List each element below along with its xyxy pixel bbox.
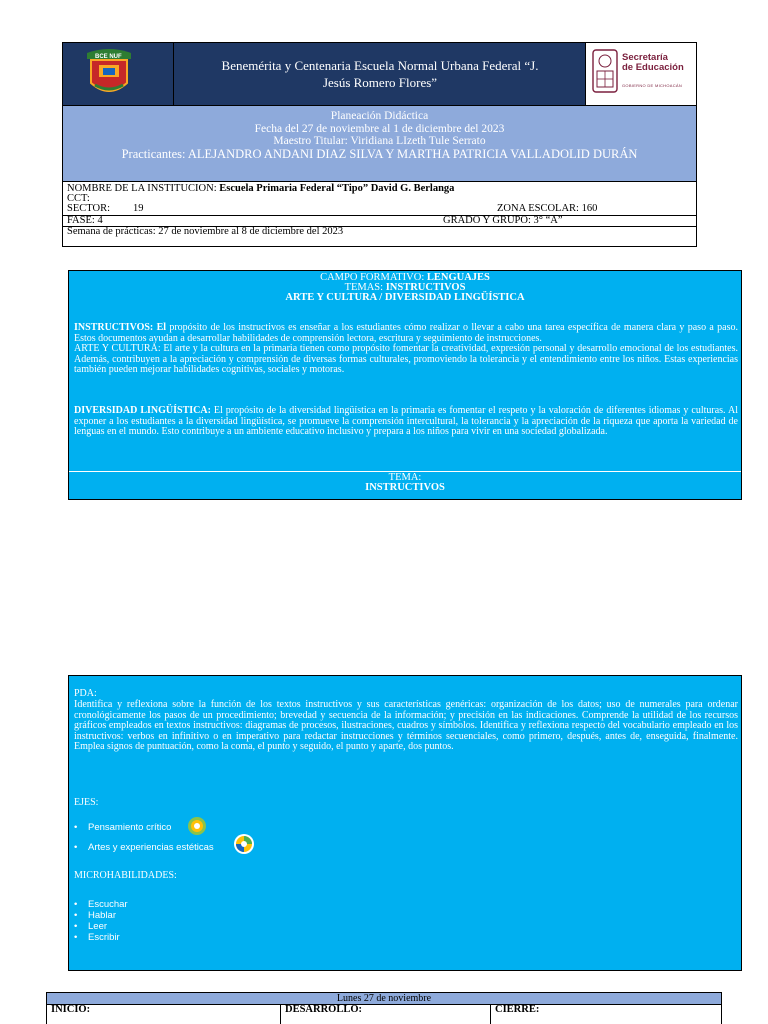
sector-row [63,204,696,214]
planeacion-info [63,105,696,181]
fase-label: FASE: 4 [67,215,103,226]
micro-item: • Escuchar [74,899,128,910]
plan-practicantes: Practicantes: ALEJANDRO ANDANI DIAZ SILVA Y MARTHA PATRICIA VALLADOLID DURÁN [121,146,638,161]
instructivos-paragraph: INSTRUCTIVOS: El propósito de los instructivos es enseñar a los estudiantes cómo realizar o llevar a cabo una tarea específica de manera clara y paso a paso. Estos documentos ayudan a desarrollar habilidades de comprensión lectora, escritura y seguimiento de instrucciones. ARTE Y CULTURA: El arte y la cultura en la primaria tienen como propósito fomentar la creatividad, expresión personal y desarrollo emocional de los estudiantes. Además, contribuyen a la apreciación y comprensión de diversas formas culturales, promoviendo la tolerancia y el entendimiento entre los niños. Estas experiencias también pueden mejorar habilidades cognitivas, sociales y motoras. [74,322,738,375]
microhabilidades-label: MICROHABILIDADES: [74,870,177,881]
micro-item: • Leer [74,921,108,932]
micro-item: • Hablar [74,910,116,921]
tema-value: INSTRUCTIVOS [365,482,445,493]
campo-line2: TEMAS: INSTRUCTIVOS [344,282,466,293]
arte-paragraph: ARTE Y CULTURA: El arte y la cultura en la primaria tienen como propósito fomentar la creatividad, expresión personal y desarrollo emocional de los estudiantes. Además, contribuyen a la apreciación y comprensión de diversas formas culturales, promoviendo la tolerancia y el entendimiento entre los niños. Estas experiencias también pueden mejorar habilidades cognitivas, sociales y motoras. [74,343,738,375]
pda-label: PDA: [74,688,97,699]
school-name-line1: Benemérita y Centenaria Escuela Normal Urbana Federal “J. [221,58,539,73]
header-title-row [63,43,696,105]
pda-text: Identifica y reflexiona sobre la función de los textos instructivos y sus características genéricas: organización de los datos; uso de numerales para ordenar cronológicamente los pasos de un procedimiento; brevedad y secuencia de la información; y precisión en las indicaciones. Comprende la utilidad de los recursos gráficos empleados en textos instructivos: diagramas de procesos, ilustraciones, cuadros y símbolos. Identifica y reflexiona respecto del vocabulario empleado en los instructivos: verbos en infinitivo o en imperativo para redactar instrucciones y términos secuenciales, como primero, después, antes de, enseguida, finalmente. Emplea signos de puntuación, como la coma, el punto y seguido, el punto y aparte, dos puntos. [74,699,738,752]
diversidad-paragraph: DIVERSIDAD LINGÜÍSTICA: El propósito de la diversidad lingüística en la primaria es fomentar el respeto y la valoración de diferentes idiomas y culturas. Al exponer a los estudiantes a la diversidad lingüística, se promueve la comprensión intercultural, la tolerancia y la apreciación de la riqueza que aporta la variedad de lenguas en el mundo. Esto contribuye a un ambiente educativo inclusivo y prepara a los niños para vivir en una sociedad globalizada. [74,405,739,437]
institution-value: Escuela Primaria Federal “Tipo” David G. Berlanga [216,183,455,194]
header-table [62,42,697,247]
sector-label: SECTOR: [67,203,110,214]
eje-item: • Pensamiento crítico [74,822,172,833]
plan-dates: Fecha del 27 de noviembre al 1 de diciembre del 2023 [254,122,505,135]
pda-box [68,675,742,971]
institution-info [63,181,696,247]
lunes-columns-row [46,1004,722,1024]
logo-text: BCE NUF [95,54,122,60]
tema-label: TEMA: [388,472,422,483]
school-name-line2: Jesús Romero Flores” [322,75,438,90]
institution-row [63,184,696,194]
campo-title [69,273,741,303]
school-name [175,57,585,91]
desarrollo-header: DESARROLLO: [281,1004,491,1024]
lunes-day-header: Lunes 27 de noviembre [46,992,722,1005]
school-logo-cell [63,43,174,105]
institution-label: NOMBRE DE LA INSTITUCION: [67,183,217,194]
sector-value: 19 [133,203,144,214]
semana-practicas: Semana de prácticas: 27 de noviembre al 8 de diciembre del 2023 [67,226,344,237]
sep-subtitle: GOBIERNO DE MICHOACÁN [622,83,683,88]
pensamiento-critico-icon [187,816,207,836]
grado-grupo: GRADO Y GRUPO: 3° “A” [443,215,563,226]
zona-escolar: ZONA ESCOLAR: 160 [497,203,598,214]
sep-line2: de Educación [622,62,684,73]
sep-logo-cell [585,43,696,105]
semana-row [63,227,696,237]
plan-teacher: Maestro Titular: Viridiana LIzeth Tule Serrato [273,135,486,147]
sep-line1: Secretaría [622,52,668,63]
school-crest-icon [81,47,137,101]
micro-item: • Escribir [74,932,120,943]
cierre-header: CIERRE: [495,1004,540,1015]
tema-section [69,473,741,493]
cct-row [63,194,696,204]
campo-line1: CAMPO FORMATIVO: LENGUAJES [320,272,490,283]
ejes-label: EJES: [74,797,99,808]
michoacan-seal-icon [592,49,618,93]
plan-title: Planeación Didáctica [330,110,429,122]
cct-label: CCT: [67,193,90,204]
artes-experiencias-icon [233,833,255,855]
campo-line3: ARTE Y CULTURA / DIVERSIDAD LINGÜÍSTICA [285,292,525,303]
fase-row [63,216,696,226]
campo-formativo-box [68,270,742,500]
lunes-table [46,992,722,1024]
inicio-header: INICIO: [47,1004,281,1024]
eje-item: • Artes y experiencias estéticas [74,842,214,853]
sep-logo-text [622,53,684,73]
